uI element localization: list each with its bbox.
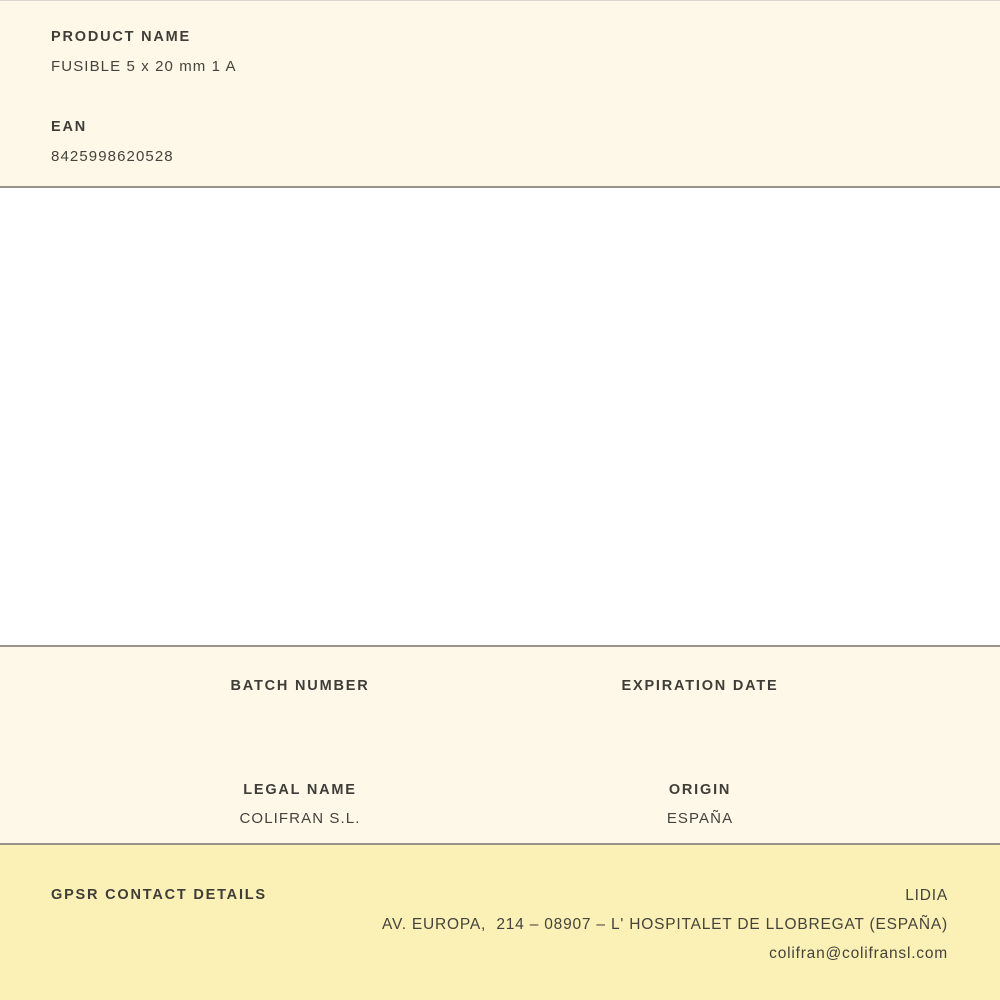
gpsr-contact-section bbox=[0, 845, 1000, 1000]
origin-field bbox=[500, 782, 900, 827]
origin-label: ORIGIN bbox=[668, 782, 732, 798]
ean-field bbox=[51, 119, 949, 165]
expiration-date-field bbox=[500, 678, 900, 707]
product-name-label: PRODUCT NAME bbox=[51, 29, 192, 45]
product-image-area bbox=[0, 188, 1000, 645]
details-section bbox=[0, 647, 1000, 843]
gpsr-contact-email: colifran@colifransl.com bbox=[769, 945, 948, 962]
batch-number-field bbox=[100, 678, 500, 707]
batch-number-label: BATCH NUMBER bbox=[230, 678, 370, 694]
gpsr-contact-address: AV. EUROPA, 214 – 08907 – L' HOSPITALET DE LLOBREGAT (ESPAÑA) bbox=[381, 916, 948, 933]
ean-value: 8425998620528 bbox=[51, 148, 174, 165]
product-info-section bbox=[0, 1, 1000, 186]
ean-label: EAN bbox=[51, 119, 88, 135]
legal-name-value: COLIFRAN S.L. bbox=[239, 810, 361, 827]
legal-name-label: LEGAL NAME bbox=[243, 782, 357, 798]
legal-name-field bbox=[100, 782, 500, 827]
origin-value: ESPAÑA bbox=[666, 810, 734, 827]
gpsr-contact-block bbox=[382, 881, 948, 968]
details-row-legal-origin bbox=[100, 782, 900, 827]
product-name-value: FUSIBLE 5 x 20 mm 1 A bbox=[51, 58, 237, 75]
product-name-field bbox=[51, 29, 949, 75]
expiration-date-label: EXPIRATION DATE bbox=[621, 678, 779, 694]
gpsr-contact-details-label: GPSR CONTACT DETAILS bbox=[51, 887, 267, 903]
details-row-batch-expiration bbox=[100, 678, 900, 707]
gpsr-contact-name: LIDIA bbox=[905, 887, 948, 904]
